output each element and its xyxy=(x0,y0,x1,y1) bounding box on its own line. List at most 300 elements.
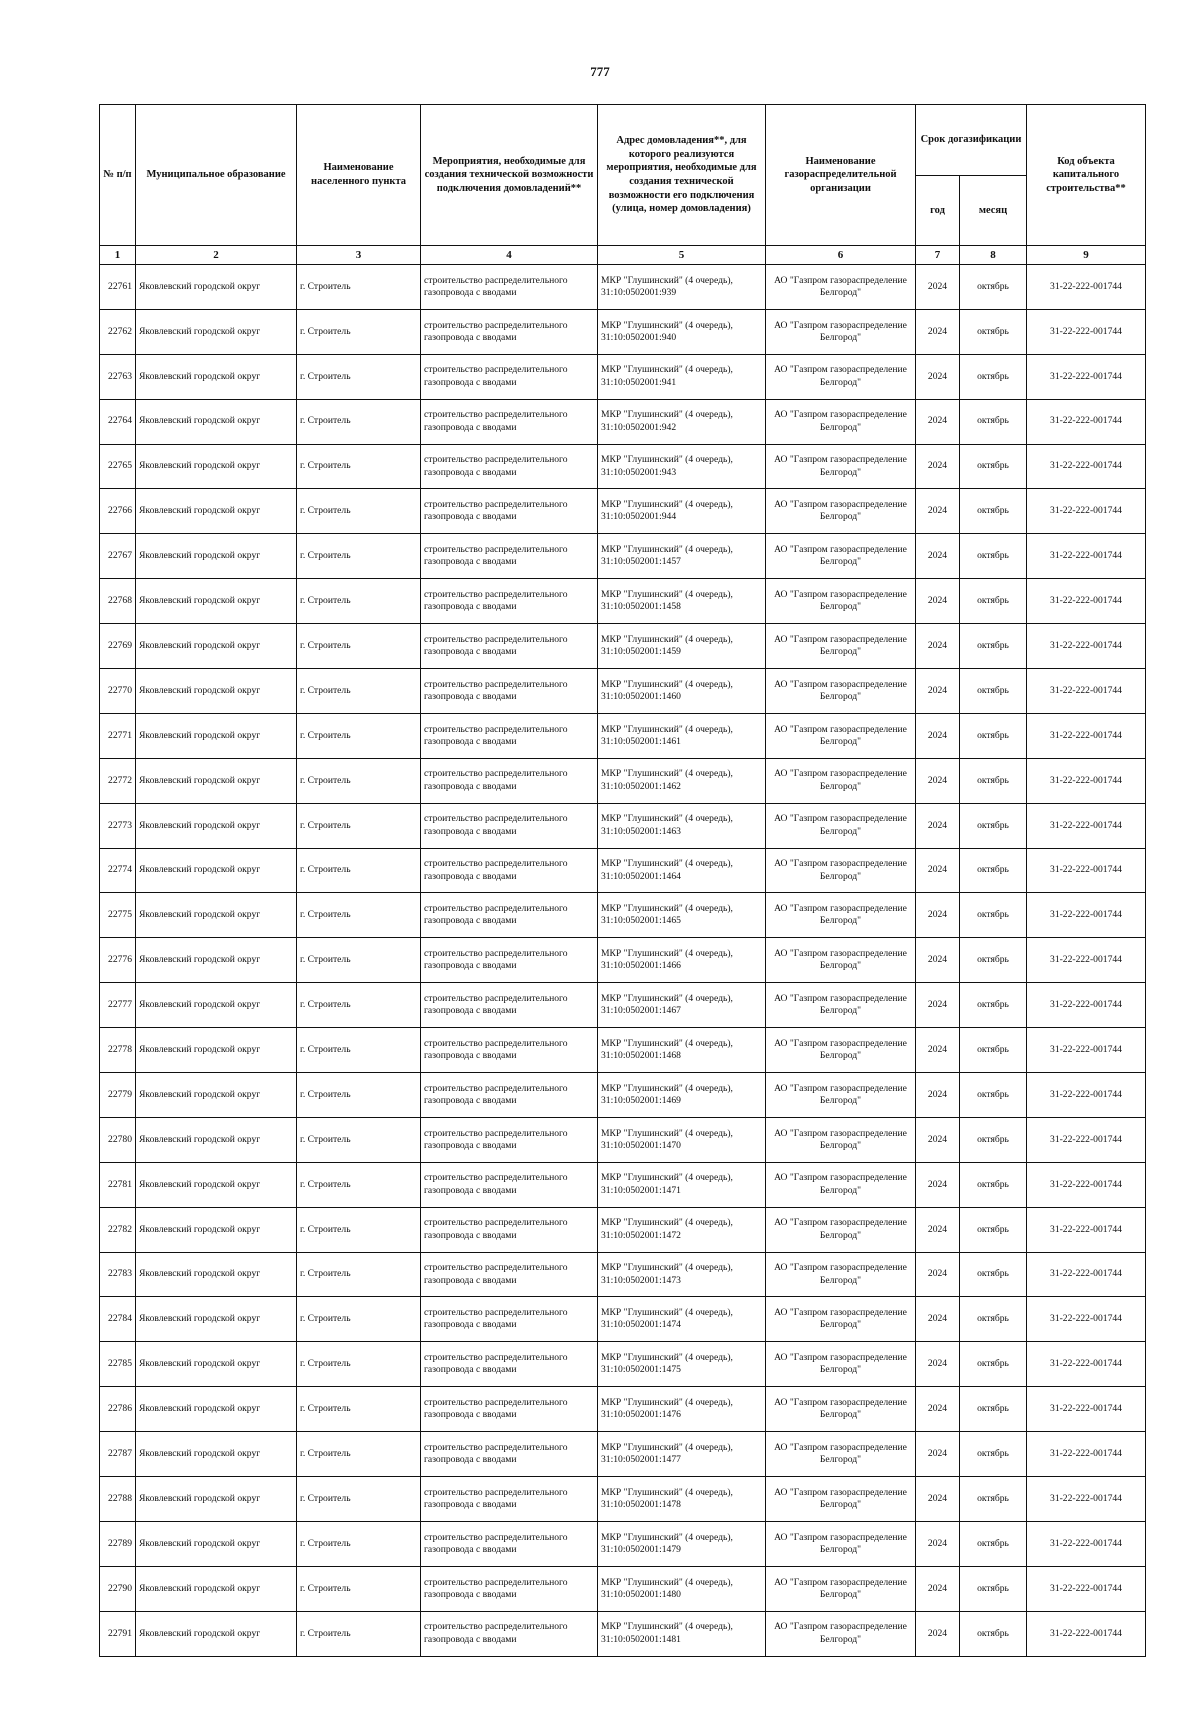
table-row xyxy=(100,265,1146,310)
month-cell: октябрь xyxy=(960,938,1027,983)
address-cell: МКР "Глушинский" (4 очередь), 31:10:0502001:1472 xyxy=(598,1207,766,1252)
organization-cell: АО "Газпром газораспределение Белгород" xyxy=(766,444,916,489)
address-cell: МКР "Глушинский" (4 очередь), 31:10:0502001:1474 xyxy=(598,1297,766,1342)
column-number: 2 xyxy=(136,246,297,265)
organization-cell: АО "Газпром газораспределение Белгород" xyxy=(766,309,916,354)
work-cell: строительство распределительного газопровода с вводами xyxy=(421,1162,598,1207)
header-code: Код объекта капитального строительства** xyxy=(1027,105,1146,246)
column-number: 1 xyxy=(100,246,136,265)
year-cell: 2024 xyxy=(916,579,960,624)
year-cell: 2024 xyxy=(916,534,960,579)
locality-cell: г. Строитель xyxy=(297,1387,421,1432)
object-code-cell: 31-22-222-001744 xyxy=(1027,624,1146,669)
row-number: 22773 xyxy=(100,803,136,848)
column-number: 8 xyxy=(960,246,1027,265)
organization-cell: АО "Газпром газораспределение Белгород" xyxy=(766,758,916,803)
locality-cell: г. Строитель xyxy=(297,309,421,354)
locality-cell: г. Строитель xyxy=(297,1566,421,1611)
table-row xyxy=(100,444,1146,489)
row-number: 22763 xyxy=(100,354,136,399)
organization-cell: АО "Газпром газораспределение Белгород" xyxy=(766,713,916,758)
organization-cell: АО "Газпром газораспределение Белгород" xyxy=(766,893,916,938)
address-cell: МКР "Глушинский" (4 очередь), 31:10:0502001:939 xyxy=(598,265,766,310)
table-row xyxy=(100,1521,1146,1566)
municipality-cell: Яковлевский городской округ xyxy=(136,1432,297,1477)
year-cell: 2024 xyxy=(916,1297,960,1342)
table-row xyxy=(100,1117,1146,1162)
work-cell: строительство распределительного газопровода с вводами xyxy=(421,893,598,938)
municipality-cell: Яковлевский городской округ xyxy=(136,1252,297,1297)
year-cell: 2024 xyxy=(916,1521,960,1566)
row-number: 22770 xyxy=(100,669,136,714)
organization-cell: АО "Газпром газораспределение Белгород" xyxy=(766,399,916,444)
municipality-cell: Яковлевский городской округ xyxy=(136,669,297,714)
municipality-cell: Яковлевский городской округ xyxy=(136,534,297,579)
object-code-cell: 31-22-222-001744 xyxy=(1027,1297,1146,1342)
object-code-cell: 31-22-222-001744 xyxy=(1027,1566,1146,1611)
organization-cell: АО "Газпром газораспределение Белгород" xyxy=(766,1028,916,1073)
row-number: 22781 xyxy=(100,1162,136,1207)
municipality-cell: Яковлевский городской округ xyxy=(136,489,297,534)
organization-cell: АО "Газпром газораспределение Белгород" xyxy=(766,1477,916,1522)
month-cell: октябрь xyxy=(960,399,1027,444)
year-cell: 2024 xyxy=(916,983,960,1028)
address-cell: МКР "Глушинский" (4 очередь), 31:10:0502001:1481 xyxy=(598,1611,766,1656)
table-row xyxy=(100,893,1146,938)
month-cell: октябрь xyxy=(960,579,1027,624)
municipality-cell: Яковлевский городской округ xyxy=(136,1387,297,1432)
work-cell: строительство распределительного газопровода с вводами xyxy=(421,848,598,893)
address-cell: МКР "Глушинский" (4 очередь), 31:10:0502001:1463 xyxy=(598,803,766,848)
organization-cell: АО "Газпром газораспределение Белгород" xyxy=(766,1611,916,1656)
municipality-cell: Яковлевский городской округ xyxy=(136,803,297,848)
organization-cell: АО "Газпром газораспределение Белгород" xyxy=(766,489,916,534)
work-cell: строительство распределительного газопровода с вводами xyxy=(421,1611,598,1656)
organization-cell: АО "Газпром газораспределение Белгород" xyxy=(766,1207,916,1252)
object-code-cell: 31-22-222-001744 xyxy=(1027,1477,1146,1522)
municipality-cell: Яковлевский городской округ xyxy=(136,1028,297,1073)
row-number: 22761 xyxy=(100,265,136,310)
table-row xyxy=(100,1566,1146,1611)
year-cell: 2024 xyxy=(916,624,960,669)
row-number: 22769 xyxy=(100,624,136,669)
locality-cell: г. Строитель xyxy=(297,534,421,579)
header-address: Адрес домовладения**, для которого реализуются мероприятия, необходимые для создания технической возможности его подключения (улица, номер домовладения) xyxy=(598,105,766,246)
locality-cell: г. Строитель xyxy=(297,758,421,803)
table-row xyxy=(100,1207,1146,1252)
object-code-cell: 31-22-222-001744 xyxy=(1027,983,1146,1028)
address-cell: МКР "Глушинский" (4 очередь), 31:10:0502001:1459 xyxy=(598,624,766,669)
locality-cell: г. Строитель xyxy=(297,579,421,624)
organization-cell: АО "Газпром газораспределение Белгород" xyxy=(766,624,916,669)
municipality-cell: Яковлевский городской округ xyxy=(136,1477,297,1522)
table-row xyxy=(100,1028,1146,1073)
year-cell: 2024 xyxy=(916,1073,960,1118)
work-cell: строительство распределительного газопровода с вводами xyxy=(421,444,598,489)
object-code-cell: 31-22-222-001744 xyxy=(1027,444,1146,489)
table-row xyxy=(100,938,1146,983)
municipality-cell: Яковлевский городской округ xyxy=(136,579,297,624)
locality-cell: г. Строитель xyxy=(297,624,421,669)
locality-cell: г. Строитель xyxy=(297,669,421,714)
table-row xyxy=(100,758,1146,803)
table-row xyxy=(100,489,1146,534)
address-cell: МКР "Глушинский" (4 очередь), 31:10:0502001:1466 xyxy=(598,938,766,983)
month-cell: октябрь xyxy=(960,1162,1027,1207)
year-cell: 2024 xyxy=(916,1611,960,1656)
locality-cell: г. Строитель xyxy=(297,354,421,399)
header-work: Мероприятия, необходимые для создания технической возможности подключения домовладений** xyxy=(421,105,598,246)
column-number: 6 xyxy=(766,246,916,265)
year-cell: 2024 xyxy=(916,803,960,848)
work-cell: строительство распределительного газопровода с вводами xyxy=(421,803,598,848)
table-row xyxy=(100,309,1146,354)
table-row xyxy=(100,579,1146,624)
organization-cell: АО "Газпром газораспределение Белгород" xyxy=(766,579,916,624)
table-row xyxy=(100,983,1146,1028)
address-cell: МКР "Глушинский" (4 очередь), 31:10:0502001:941 xyxy=(598,354,766,399)
locality-cell: г. Строитель xyxy=(297,1477,421,1522)
work-cell: строительство распределительного газопровода с вводами xyxy=(421,1073,598,1118)
object-code-cell: 31-22-222-001744 xyxy=(1027,669,1146,714)
work-cell: строительство распределительного газопровода с вводами xyxy=(421,1566,598,1611)
row-number: 22782 xyxy=(100,1207,136,1252)
header-locality: Наименование населенного пункта xyxy=(297,105,421,246)
locality-cell: г. Строитель xyxy=(297,938,421,983)
row-number: 22783 xyxy=(100,1252,136,1297)
year-cell: 2024 xyxy=(916,1207,960,1252)
work-cell: строительство распределительного газопровода с вводами xyxy=(421,1477,598,1522)
work-cell: строительство распределительного газопровода с вводами xyxy=(421,1028,598,1073)
organization-cell: АО "Газпром газораспределение Белгород" xyxy=(766,1073,916,1118)
locality-cell: г. Строитель xyxy=(297,1297,421,1342)
month-cell: октябрь xyxy=(960,1566,1027,1611)
month-cell: октябрь xyxy=(960,444,1027,489)
month-cell: октябрь xyxy=(960,1387,1027,1432)
table-row xyxy=(100,1611,1146,1656)
object-code-cell: 31-22-222-001744 xyxy=(1027,1073,1146,1118)
object-code-cell: 31-22-222-001744 xyxy=(1027,1207,1146,1252)
object-code-cell: 31-22-222-001744 xyxy=(1027,579,1146,624)
month-cell: октябрь xyxy=(960,669,1027,714)
object-code-cell: 31-22-222-001744 xyxy=(1027,534,1146,579)
table-body xyxy=(100,265,1146,1657)
month-cell: октябрь xyxy=(960,1611,1027,1656)
object-code-cell: 31-22-222-001744 xyxy=(1027,1252,1146,1297)
month-cell: октябрь xyxy=(960,1477,1027,1522)
year-cell: 2024 xyxy=(916,354,960,399)
address-cell: МКР "Глушинский" (4 очередь), 31:10:0502001:1460 xyxy=(598,669,766,714)
address-cell: МКР "Глушинский" (4 очередь), 31:10:0502001:1477 xyxy=(598,1432,766,1477)
table-row xyxy=(100,1342,1146,1387)
column-number: 9 xyxy=(1027,246,1146,265)
month-cell: октябрь xyxy=(960,624,1027,669)
row-number: 22784 xyxy=(100,1297,136,1342)
organization-cell: АО "Газпром газораспределение Белгород" xyxy=(766,1566,916,1611)
municipality-cell: Яковлевский городской округ xyxy=(136,1207,297,1252)
object-code-cell: 31-22-222-001744 xyxy=(1027,1162,1146,1207)
table-row xyxy=(100,1297,1146,1342)
municipality-cell: Яковлевский городской округ xyxy=(136,1342,297,1387)
organization-cell: АО "Газпром газораспределение Белгород" xyxy=(766,803,916,848)
municipality-cell: Яковлевский городской округ xyxy=(136,265,297,310)
municipality-cell: Яковлевский городской округ xyxy=(136,938,297,983)
locality-cell: г. Строитель xyxy=(297,1342,421,1387)
address-cell: МКР "Глушинский" (4 очередь), 31:10:0502001:1458 xyxy=(598,579,766,624)
row-number: 22766 xyxy=(100,489,136,534)
address-cell: МКР "Глушинский" (4 очередь), 31:10:0502001:1467 xyxy=(598,983,766,1028)
work-cell: строительство распределительного газопровода с вводами xyxy=(421,579,598,624)
locality-cell: г. Строитель xyxy=(297,893,421,938)
month-cell: октябрь xyxy=(960,309,1027,354)
month-cell: октябрь xyxy=(960,354,1027,399)
address-cell: МКР "Глушинский" (4 очередь), 31:10:0502001:1462 xyxy=(598,758,766,803)
table-row xyxy=(100,624,1146,669)
address-cell: МКР "Глушинский" (4 очередь), 31:10:0502001:1457 xyxy=(598,534,766,579)
work-cell: строительство распределительного газопровода с вводами xyxy=(421,354,598,399)
work-cell: строительство распределительного газопровода с вводами xyxy=(421,713,598,758)
address-cell: МКР "Глушинский" (4 очередь), 31:10:0502001:1476 xyxy=(598,1387,766,1432)
work-cell: строительство распределительного газопровода с вводами xyxy=(421,265,598,310)
object-code-cell: 31-22-222-001744 xyxy=(1027,848,1146,893)
municipality-cell: Яковлевский городской округ xyxy=(136,354,297,399)
work-cell: строительство распределительного газопровода с вводами xyxy=(421,758,598,803)
address-cell: МКР "Глушинский" (4 очередь), 31:10:0502001:1464 xyxy=(598,848,766,893)
month-cell: октябрь xyxy=(960,983,1027,1028)
locality-cell: г. Строитель xyxy=(297,1611,421,1656)
row-number: 22778 xyxy=(100,1028,136,1073)
header-month: месяц xyxy=(960,176,1027,246)
column-number: 3 xyxy=(297,246,421,265)
work-cell: строительство распределительного газопровода с вводами xyxy=(421,1342,598,1387)
month-cell: октябрь xyxy=(960,1117,1027,1162)
month-cell: октябрь xyxy=(960,758,1027,803)
column-number: 7 xyxy=(916,246,960,265)
year-cell: 2024 xyxy=(916,848,960,893)
year-cell: 2024 xyxy=(916,1252,960,1297)
locality-cell: г. Строитель xyxy=(297,983,421,1028)
municipality-cell: Яковлевский городской округ xyxy=(136,444,297,489)
table-row xyxy=(100,534,1146,579)
object-code-cell: 31-22-222-001744 xyxy=(1027,1387,1146,1432)
year-cell: 2024 xyxy=(916,265,960,310)
row-number: 22775 xyxy=(100,893,136,938)
organization-cell: АО "Газпром газораспределение Белгород" xyxy=(766,983,916,1028)
row-number: 22764 xyxy=(100,399,136,444)
address-cell: МКР "Глушинский" (4 очередь), 31:10:0502001:1478 xyxy=(598,1477,766,1522)
year-cell: 2024 xyxy=(916,399,960,444)
municipality-cell: Яковлевский городской округ xyxy=(136,624,297,669)
year-cell: 2024 xyxy=(916,1387,960,1432)
year-cell: 2024 xyxy=(916,938,960,983)
locality-cell: г. Строитель xyxy=(297,1521,421,1566)
row-number: 22789 xyxy=(100,1521,136,1566)
table-row xyxy=(100,848,1146,893)
municipality-cell: Яковлевский городской округ xyxy=(136,758,297,803)
object-code-cell: 31-22-222-001744 xyxy=(1027,265,1146,310)
column-number: 5 xyxy=(598,246,766,265)
object-code-cell: 31-22-222-001744 xyxy=(1027,1117,1146,1162)
object-code-cell: 31-22-222-001744 xyxy=(1027,489,1146,534)
month-cell: октябрь xyxy=(960,1297,1027,1342)
object-code-cell: 31-22-222-001744 xyxy=(1027,1432,1146,1477)
table-row xyxy=(100,1162,1146,1207)
row-number: 22790 xyxy=(100,1566,136,1611)
work-cell: строительство распределительного газопровода с вводами xyxy=(421,938,598,983)
work-cell: строительство распределительного газопровода с вводами xyxy=(421,399,598,444)
object-code-cell: 31-22-222-001744 xyxy=(1027,1521,1146,1566)
month-cell: октябрь xyxy=(960,1432,1027,1477)
month-cell: октябрь xyxy=(960,1342,1027,1387)
locality-cell: г. Строитель xyxy=(297,489,421,534)
organization-cell: АО "Газпром газораспределение Белгород" xyxy=(766,1162,916,1207)
locality-cell: г. Строитель xyxy=(297,1252,421,1297)
row-number: 22772 xyxy=(100,758,136,803)
locality-cell: г. Строитель xyxy=(297,1028,421,1073)
row-number: 22767 xyxy=(100,534,136,579)
row-number: 22780 xyxy=(100,1117,136,1162)
address-cell: МКР "Глушинский" (4 очередь), 31:10:0502001:1470 xyxy=(598,1117,766,1162)
row-number: 22786 xyxy=(100,1387,136,1432)
locality-cell: г. Строитель xyxy=(297,848,421,893)
year-cell: 2024 xyxy=(916,1117,960,1162)
address-cell: МКР "Глушинский" (4 очередь), 31:10:0502001:1480 xyxy=(598,1566,766,1611)
row-number: 22771 xyxy=(100,713,136,758)
work-cell: строительство распределительного газопровода с вводами xyxy=(421,1117,598,1162)
work-cell: строительство распределительного газопровода с вводами xyxy=(421,1432,598,1477)
organization-cell: АО "Газпром газораспределение Белгород" xyxy=(766,354,916,399)
municipality-cell: Яковлевский городской округ xyxy=(136,713,297,758)
organization-cell: АО "Газпром газораспределение Белгород" xyxy=(766,1117,916,1162)
object-code-cell: 31-22-222-001744 xyxy=(1027,758,1146,803)
object-code-cell: 31-22-222-001744 xyxy=(1027,399,1146,444)
municipality-cell: Яковлевский городской округ xyxy=(136,893,297,938)
month-cell: октябрь xyxy=(960,1028,1027,1073)
locality-cell: г. Строитель xyxy=(297,1207,421,1252)
page-number: 777 xyxy=(590,64,610,79)
address-cell: МКР "Глушинский" (4 очередь), 31:10:0502001:1473 xyxy=(598,1252,766,1297)
municipality-cell: Яковлевский городской округ xyxy=(136,1297,297,1342)
work-cell: строительство распределительного газопровода с вводами xyxy=(421,983,598,1028)
organization-cell: АО "Газпром газораспределение Белгород" xyxy=(766,938,916,983)
work-cell: строительство распределительного газопровода с вводами xyxy=(421,624,598,669)
month-cell: октябрь xyxy=(960,534,1027,579)
year-cell: 2024 xyxy=(916,1566,960,1611)
locality-cell: г. Строитель xyxy=(297,399,421,444)
object-code-cell: 31-22-222-001744 xyxy=(1027,309,1146,354)
row-number: 22762 xyxy=(100,309,136,354)
year-cell: 2024 xyxy=(916,713,960,758)
organization-cell: АО "Газпром газораспределение Белгород" xyxy=(766,1342,916,1387)
work-cell: строительство распределительного газопровода с вводами xyxy=(421,1252,598,1297)
work-cell: строительство распределительного газопровода с вводами xyxy=(421,669,598,714)
year-cell: 2024 xyxy=(916,489,960,534)
municipality-cell: Яковлевский городской округ xyxy=(136,1521,297,1566)
object-code-cell: 31-22-222-001744 xyxy=(1027,1028,1146,1073)
header-year: год xyxy=(916,176,960,246)
municipality-cell: Яковлевский городской округ xyxy=(136,983,297,1028)
object-code-cell: 31-22-222-001744 xyxy=(1027,1342,1146,1387)
table-row xyxy=(100,1073,1146,1118)
organization-cell: АО "Газпром газораспределение Белгород" xyxy=(766,265,916,310)
month-cell: октябрь xyxy=(960,1207,1027,1252)
municipality-cell: Яковлевский городской округ xyxy=(136,1073,297,1118)
address-cell: МКР "Глушинский" (4 очередь), 31:10:0502001:943 xyxy=(598,444,766,489)
year-cell: 2024 xyxy=(916,669,960,714)
organization-cell: АО "Газпром газораспределение Белгород" xyxy=(766,534,916,579)
work-cell: строительство распределительного газопровода с вводами xyxy=(421,1387,598,1432)
row-number: 22776 xyxy=(100,938,136,983)
municipality-cell: Яковлевский городской округ xyxy=(136,1611,297,1656)
header-municipality: Муниципальное образование xyxy=(136,105,297,246)
address-cell: МКР "Глушинский" (4 очередь), 31:10:0502001:942 xyxy=(598,399,766,444)
gasification-table xyxy=(99,104,1146,1657)
year-cell: 2024 xyxy=(916,1162,960,1207)
organization-cell: АО "Газпром газораспределение Белгород" xyxy=(766,1297,916,1342)
column-number-row xyxy=(100,246,1146,265)
month-cell: октябрь xyxy=(960,489,1027,534)
table-row xyxy=(100,354,1146,399)
organization-cell: АО "Газпром газораспределение Белгород" xyxy=(766,1387,916,1432)
month-cell: октябрь xyxy=(960,893,1027,938)
year-cell: 2024 xyxy=(916,893,960,938)
table-row xyxy=(100,669,1146,714)
municipality-cell: Яковлевский городской округ xyxy=(136,309,297,354)
address-cell: МКР "Глушинский" (4 очередь), 31:10:0502001:1468 xyxy=(598,1028,766,1073)
object-code-cell: 31-22-222-001744 xyxy=(1027,893,1146,938)
locality-cell: г. Строитель xyxy=(297,265,421,310)
row-number: 22774 xyxy=(100,848,136,893)
object-code-cell: 31-22-222-001744 xyxy=(1027,803,1146,848)
work-cell: строительство распределительного газопровода с вводами xyxy=(421,1207,598,1252)
table-row xyxy=(100,713,1146,758)
work-cell: строительство распределительного газопровода с вводами xyxy=(421,309,598,354)
year-cell: 2024 xyxy=(916,309,960,354)
work-cell: строительство распределительного газопровода с вводами xyxy=(421,489,598,534)
municipality-cell: Яковлевский городской округ xyxy=(136,1162,297,1207)
column-number: 4 xyxy=(421,246,598,265)
locality-cell: г. Строитель xyxy=(297,803,421,848)
year-cell: 2024 xyxy=(916,1477,960,1522)
row-number: 22785 xyxy=(100,1342,136,1387)
table-row xyxy=(100,399,1146,444)
row-number: 22791 xyxy=(100,1611,136,1656)
work-cell: строительство распределительного газопровода с вводами xyxy=(421,534,598,579)
address-cell: МКР "Глушинский" (4 очередь), 31:10:0502001:1469 xyxy=(598,1073,766,1118)
address-cell: МКР "Глушинский" (4 очередь), 31:10:0502001:940 xyxy=(598,309,766,354)
year-cell: 2024 xyxy=(916,758,960,803)
year-cell: 2024 xyxy=(916,1432,960,1477)
table-row xyxy=(100,1477,1146,1522)
organization-cell: АО "Газпром газораспределение Белгород" xyxy=(766,669,916,714)
address-cell: МКР "Глушинский" (4 очередь), 31:10:0502001:1479 xyxy=(598,1521,766,1566)
table-row xyxy=(100,1432,1146,1477)
row-number: 22788 xyxy=(100,1477,136,1522)
municipality-cell: Яковлевский городской округ xyxy=(136,1117,297,1162)
address-cell: МКР "Глушинский" (4 очередь), 31:10:0502001:1471 xyxy=(598,1162,766,1207)
month-cell: октябрь xyxy=(960,265,1027,310)
header-num: № п/п xyxy=(100,105,136,246)
locality-cell: г. Строитель xyxy=(297,713,421,758)
municipality-cell: Яковлевский городской округ xyxy=(136,1566,297,1611)
month-cell: октябрь xyxy=(960,848,1027,893)
table-row xyxy=(100,1387,1146,1432)
organization-cell: АО "Газпром газораспределение Белгород" xyxy=(766,1252,916,1297)
organization-cell: АО "Газпром газораспределение Белгород" xyxy=(766,1432,916,1477)
table-row xyxy=(100,803,1146,848)
organization-cell: АО "Газпром газораспределение Белгород" xyxy=(766,1521,916,1566)
row-number: 22787 xyxy=(100,1432,136,1477)
